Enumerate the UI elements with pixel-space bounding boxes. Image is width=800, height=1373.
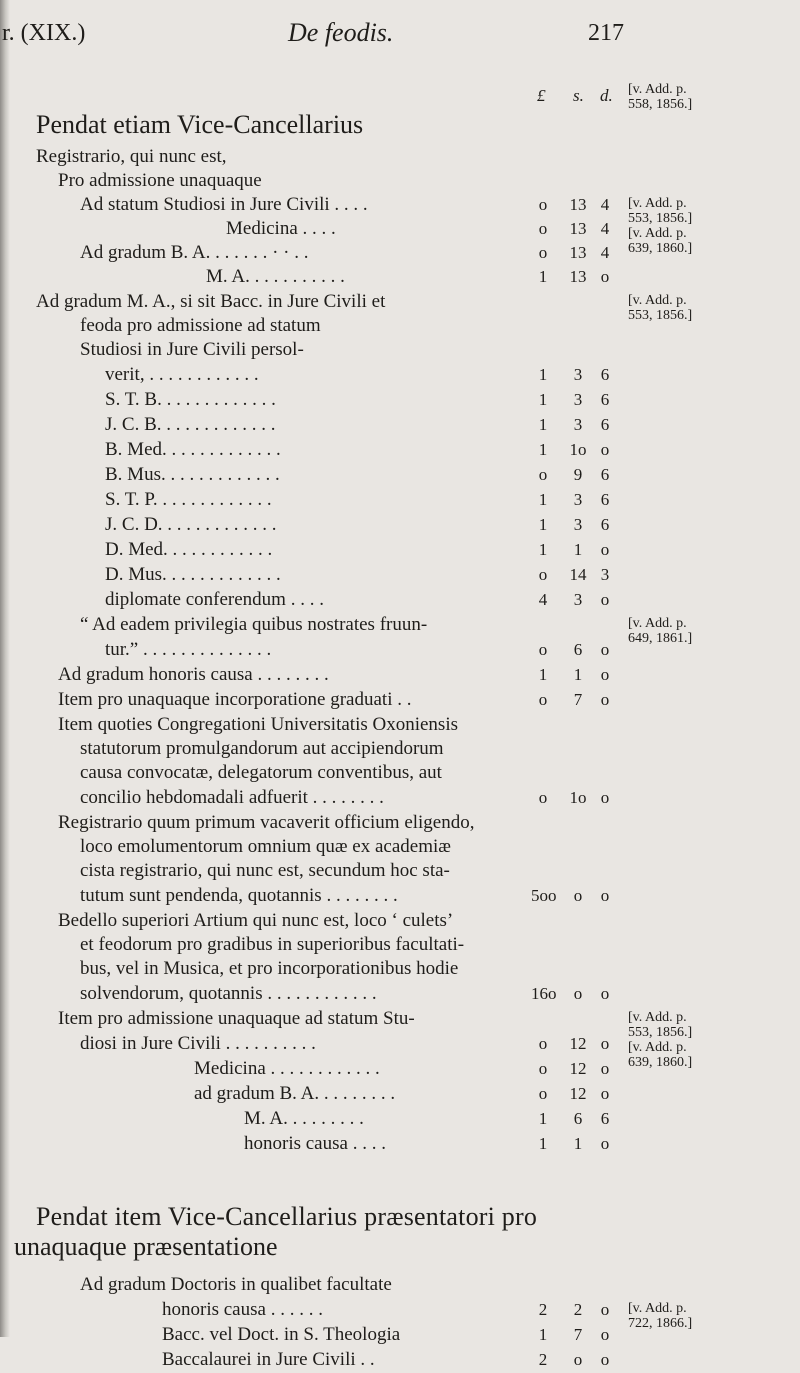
fee-line-text: M. A. . . . . . . . . . . <box>206 266 345 287</box>
shillings-value: 13 <box>569 267 587 286</box>
fee-line-text: Ad gradum honoris causa . . . . . . . . <box>58 664 329 685</box>
fee-line-text: Bedello superiori Artium qui nunc est, loco ‘ culets’ <box>58 910 454 931</box>
pounds-value: 2 <box>538 1300 548 1319</box>
fee-line <box>0 760 800 786</box>
fee-line-text: B. Mus. . . . . . . . . . . . . <box>105 464 280 485</box>
fee-line-text: feoda pro admissione ad statum <box>80 315 321 336</box>
fee-line <box>0 264 800 290</box>
pounds-value: 1 <box>538 665 548 684</box>
section-title: De feodis. <box>288 18 394 47</box>
fee-line <box>0 858 800 884</box>
margin-note-line: [v. Add. p. <box>628 293 687 308</box>
fee-line-text: solvendorum, quotannis . . . . . . . . . . . . <box>80 983 377 1004</box>
fee-line <box>0 1272 800 1298</box>
shillings-value: 3 <box>573 390 583 409</box>
fee-line <box>0 587 800 613</box>
shillings-value: o <box>573 1350 583 1369</box>
pence-value: 6 <box>600 1109 610 1128</box>
fee-line-text: Registrario, qui nunc est, <box>36 146 227 167</box>
pence-value: o <box>600 267 610 286</box>
chapter-marker: r. (XIX.) <box>2 20 86 46</box>
fee-line-text: Medicina . . . . <box>226 218 336 239</box>
fee-line <box>0 537 800 563</box>
pence-value: o <box>600 1325 610 1344</box>
fee-line <box>0 810 800 836</box>
margin-note-line: [v. Add. p. <box>628 1040 687 1055</box>
margin-note-line: 553, 1856.] <box>628 211 693 226</box>
fee-line-text: Ad gradum Doctoris in qualibet facultate <box>80 1274 392 1295</box>
pounds-value: 1 <box>538 515 548 534</box>
fee-line-text: Item pro admissione unaquaque ad statum Stu- <box>58 1008 415 1029</box>
shillings-value: 3 <box>573 490 583 509</box>
pounds-value: 1 <box>538 1325 548 1344</box>
margin-note-line: [v. Add. p. <box>628 82 687 97</box>
fee-line-text: B. Med. . . . . . . . . . . . . <box>105 439 281 460</box>
fee-line-text: M. A. . . . . . . . . <box>244 1108 364 1129</box>
margin-note-line: [v. Add. p. <box>628 616 687 631</box>
shillings-value: 7 <box>573 1325 583 1344</box>
margin-note-line: [v. Add. p. <box>628 196 687 211</box>
pounds-value: 1 <box>538 415 548 434</box>
pounds-value: 1 <box>538 440 548 459</box>
fee-line-text: honoris causa . . . . . . <box>162 1299 323 1320</box>
shillings-value: 1 <box>573 665 583 684</box>
fee-line <box>0 981 800 1007</box>
fee-line <box>0 908 800 934</box>
shillings-value: 3 <box>573 415 583 434</box>
pounds-value: o <box>538 243 548 262</box>
fee-line <box>0 712 800 738</box>
shillings-value: o <box>573 984 583 1003</box>
margin-note-line: 553, 1856.] <box>628 308 693 323</box>
pence-value: 3 <box>600 565 610 584</box>
heading-praesentatori-cont: unaquaque præsentatione <box>14 1232 278 1261</box>
pence-value: o <box>600 540 610 559</box>
fee-line <box>0 736 800 762</box>
shillings-value: 1 <box>573 1134 583 1153</box>
pence-value: o <box>600 1134 610 1153</box>
fee-line-text: Medicina . . . . . . . . . . . . <box>194 1058 380 1079</box>
pence-value: o <box>600 1300 610 1319</box>
pence-value: o <box>600 590 610 609</box>
shillings-value: 3 <box>573 590 583 609</box>
fee-line-text: Item pro unaquaque incorporatione graduati . . <box>58 689 412 710</box>
pounds-value: 1 <box>538 267 548 286</box>
shillings-header: s. <box>573 86 584 105</box>
pence-value: o <box>600 1350 610 1369</box>
fee-line-text: S. T. P. . . . . . . . . . . . . <box>105 489 272 510</box>
pence-value: o <box>600 984 610 1003</box>
pounds-value: o <box>538 565 548 584</box>
fee-line <box>0 562 800 588</box>
shillings-value: 12 <box>569 1084 587 1103</box>
pence-value: 6 <box>600 365 610 384</box>
fee-line <box>0 883 800 909</box>
pence-value: o <box>600 886 610 905</box>
fee-line <box>0 1347 800 1373</box>
shillings-value: 12 <box>569 1034 587 1053</box>
margin-note-line: 722, 1866.] <box>628 1316 693 1331</box>
shillings-value: 13 <box>569 195 587 214</box>
pence-value: o <box>600 665 610 684</box>
pence-value: o <box>600 640 610 659</box>
heading-praesentatori: Pendat item Vice-Cancellarius præsentatori pro <box>36 1202 538 1231</box>
shillings-value: 7 <box>573 690 583 709</box>
shillings-value: 1 <box>573 540 583 559</box>
fee-line <box>0 168 800 194</box>
page-number: 217 <box>588 20 624 46</box>
pence-value: o <box>600 788 610 807</box>
fee-line-text: ad gradum B. A. . . . . . . . . <box>194 1083 396 1104</box>
running-head <box>0 14 800 54</box>
fee-line <box>0 144 800 170</box>
pounds-value: 1 <box>538 365 548 384</box>
fee-line-text: diosi in Jure Civili . . . . . . . . . . <box>80 1033 316 1054</box>
fee-line-text: Ad statum Studiosi in Jure Civili . . . . <box>80 194 368 215</box>
fee-line <box>0 412 800 438</box>
shillings-value: 2 <box>573 1300 583 1319</box>
pounds-value: o <box>538 690 548 709</box>
pounds-value: 2 <box>538 1350 548 1369</box>
fee-line-text: J. C. B. . . . . . . . . . . . . <box>105 414 276 435</box>
margin-note-line: [v. Add. p. <box>628 1010 687 1025</box>
fee-line-text: cista registrario, qui nunc est, secundum hoc sta- <box>80 860 450 881</box>
shillings-value: 3 <box>573 365 583 384</box>
fee-line <box>0 462 800 488</box>
fee-line-text: bus, vel in Musica, et pro incorporationibus hodie <box>80 958 459 979</box>
fee-line-text: tutum sunt pendenda, quotannis . . . . . . . . <box>80 885 398 906</box>
fee-line <box>0 437 800 463</box>
pence-value: 4 <box>600 195 610 214</box>
pence-value: 6 <box>600 490 610 509</box>
pounds-value: 1 <box>538 490 548 509</box>
shillings-value: o <box>573 886 583 905</box>
fee-line-text: causa convocatæ, delegatorum conventibus, aut <box>80 762 442 783</box>
fee-line <box>0 785 800 811</box>
fee-line-text: loco emolumentorum omnium quæ ex academiæ <box>80 836 451 857</box>
shillings-value: 14 <box>569 565 587 584</box>
shillings-value: 1o <box>569 440 587 459</box>
pounds-value: o <box>538 640 548 659</box>
fee-line-text: honoris causa . . . . <box>244 1133 386 1154</box>
pence-value: 6 <box>600 515 610 534</box>
pounds-value: 16o <box>531 984 557 1003</box>
fee-line-text: Ad gradum M. A., si sit Bacc. in Jure Civili et <box>36 291 386 312</box>
fee-line-text: Item quoties Congregationi Universitatis Oxoniensis <box>58 714 459 735</box>
fee-line <box>0 1081 800 1107</box>
fee-line <box>0 337 800 363</box>
pounds-value: 4 <box>538 590 548 609</box>
pounds-value: 1 <box>538 1134 548 1153</box>
shillings-value: 6 <box>573 1109 583 1128</box>
fee-line <box>0 662 800 688</box>
fee-line-text: D. Mus. . . . . . . . . . . . . <box>105 564 281 585</box>
fee-line-text: S. T. B. . . . . . . . . . . . . <box>105 389 276 410</box>
fee-line-text: diplomate conferendum . . . . <box>105 589 324 610</box>
pence-value: 4 <box>600 243 610 262</box>
fee-line-text: Studiosi in Jure Civili persol- <box>80 339 304 360</box>
margin-note-line: [v. Add. p. <box>628 1301 687 1316</box>
margin-note-line: 639, 1860.] <box>628 1055 693 1070</box>
pounds-value: o <box>538 465 548 484</box>
fee-line-text: et feodorum pro gradibus in superioribus facultati- <box>80 934 465 955</box>
fee-line <box>0 687 800 713</box>
fee-line-text: Registrario quum primum vacaverit officium eligendo, <box>58 812 475 833</box>
margin-note-line: 639, 1860.] <box>628 241 693 256</box>
fee-line <box>0 362 800 388</box>
pounds-value: o <box>538 1059 548 1078</box>
margin-note-line: 553, 1856.] <box>628 1025 693 1040</box>
fee-line <box>0 956 800 982</box>
pence-value: 4 <box>600 219 610 238</box>
shillings-value: 12 <box>569 1059 587 1078</box>
pence-value: 6 <box>600 465 610 484</box>
fee-line <box>0 834 800 860</box>
pounds-value: 5oo <box>531 886 557 905</box>
fee-line-text: D. Med. . . . . . . . . . . . <box>105 539 273 560</box>
pounds-value: 1 <box>538 540 548 559</box>
fee-line-text: Bacc. vel Doct. in S. Theologia <box>162 1324 401 1345</box>
shillings-value: 3 <box>573 515 583 534</box>
fee-line <box>0 1106 800 1132</box>
pence-value: o <box>600 690 610 709</box>
fee-line-text: verit, . . . . . . . . . . . . <box>105 364 259 385</box>
pence-header: d. <box>600 86 613 105</box>
margin-note-line: [v. Add. p. <box>628 226 687 241</box>
pounds-value: 1 <box>538 1109 548 1128</box>
fee-line-text: Baccalaurei in Jure Civili . . <box>162 1349 375 1370</box>
pounds-value: o <box>538 195 548 214</box>
pence-value: 6 <box>600 415 610 434</box>
pence-value: o <box>600 440 610 459</box>
margin-note-line: 558, 1856.] <box>628 97 693 112</box>
shillings-value: 1o <box>569 788 587 807</box>
pence-value: 6 <box>600 390 610 409</box>
margin-note-line: 649, 1861.] <box>628 631 693 646</box>
fee-line-text: J. C. D. . . . . . . . . . . . . <box>105 514 277 535</box>
pounds-value: o <box>538 1034 548 1053</box>
pounds-value: o <box>538 1084 548 1103</box>
pounds-header: £ <box>537 86 546 105</box>
fee-line-text: statutorum promulgandorum aut accipiendorum <box>80 738 444 759</box>
shillings-value: 6 <box>573 640 583 659</box>
fee-line-text: concilio hebdomadali adfuerit . . . . . . . . <box>80 787 384 808</box>
fee-line-text: Pro admissione unaquaque <box>58 170 262 191</box>
fee-line <box>0 1131 800 1157</box>
shillings-value: 13 <box>569 219 587 238</box>
heading-vice-cancellarius: Pendat etiam Vice-Cancellarius <box>36 110 364 139</box>
fee-line-text: Ad gradum B. A. . . . . . . · · . . <box>80 242 309 263</box>
shillings-value: 13 <box>569 243 587 262</box>
fee-line <box>0 512 800 538</box>
pence-value: o <box>600 1034 610 1053</box>
fee-line <box>0 932 800 958</box>
pounds-value: o <box>538 788 548 807</box>
shillings-value: 9 <box>573 465 583 484</box>
fee-line <box>0 387 800 413</box>
fee-line <box>0 487 800 513</box>
fee-line-text: tur.” . . . . . . . . . . . . . . <box>105 639 272 660</box>
fee-line-text: “ Ad eadem privilegia quibus nostrates fruun- <box>80 614 428 635</box>
pence-value: o <box>600 1084 610 1103</box>
pence-value: o <box>600 1059 610 1078</box>
pounds-value: 1 <box>538 390 548 409</box>
pounds-value: o <box>538 219 548 238</box>
